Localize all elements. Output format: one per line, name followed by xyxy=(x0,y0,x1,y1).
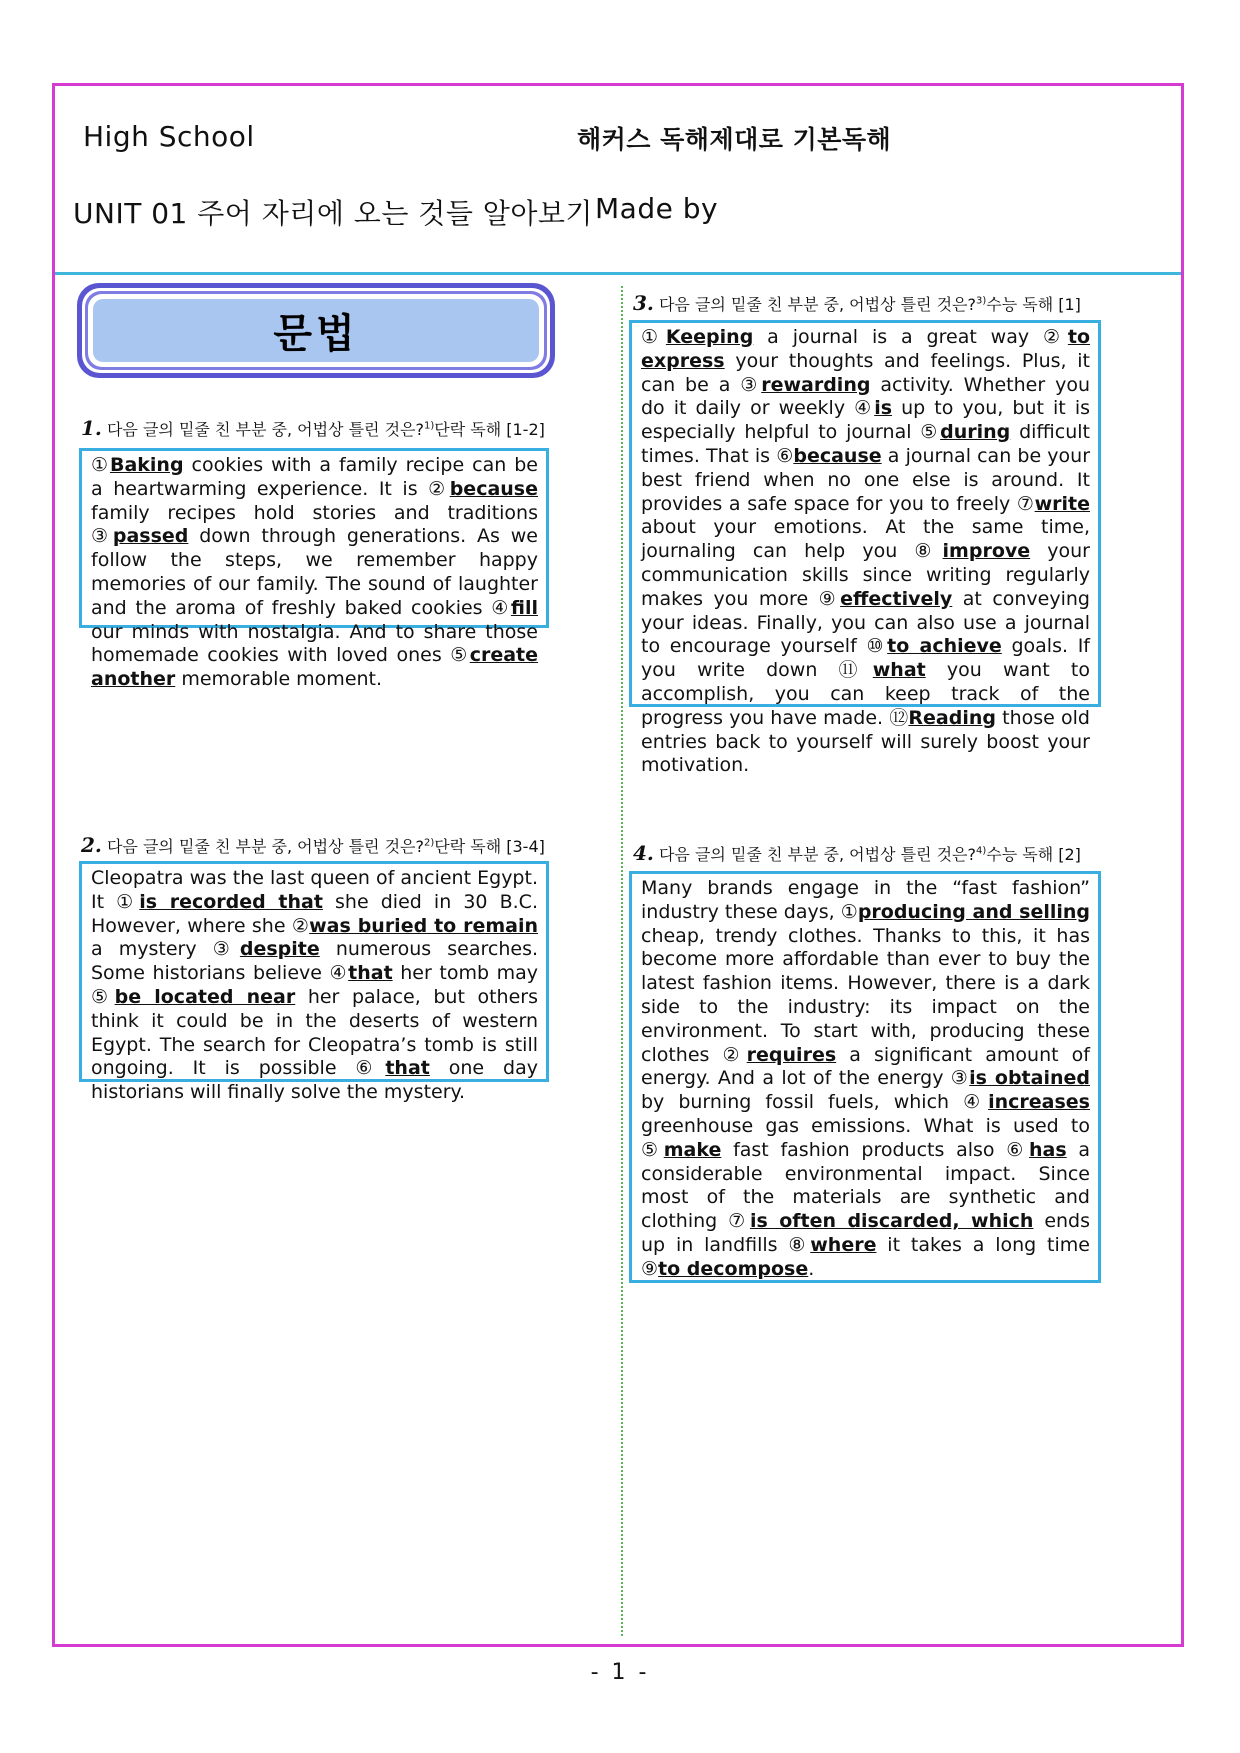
passage-text-1 xyxy=(91,454,538,692)
underlined-choice: is xyxy=(874,397,893,420)
underlined-choice: what xyxy=(872,659,926,682)
unit-title: UNIT 01 주어 자리에 오는 것들 알아보기 xyxy=(73,197,593,230)
passage-segment: up to you, but it is especially helpful to journal ⑤ xyxy=(641,397,1090,444)
school-label: High School xyxy=(83,120,255,153)
passage-segment: a journal can be your best friend when no one else is around. It provides a safe space for you to freely ⑦ xyxy=(641,444,1090,515)
underlined-choice: producing and selling xyxy=(857,900,1090,923)
underlined-choice: Reading xyxy=(908,706,996,729)
passage-segment: your communication skills since writing regularly makes you more ⑨ xyxy=(641,540,1090,610)
underlined-choice: that xyxy=(348,962,393,985)
passage-box-1 xyxy=(79,448,549,691)
passage-segment: ends up in landfills ⑧ xyxy=(641,1210,1091,1256)
passage-segment: it takes a long time ⑨ xyxy=(641,1233,1090,1280)
underlined-choice: because xyxy=(449,477,538,500)
underlined-choice: fill xyxy=(510,596,538,619)
question-title-3 xyxy=(633,291,1081,315)
question-source: 수능 독해 [1] xyxy=(986,295,1081,314)
underlined-choice: to achieve xyxy=(887,635,1002,658)
passage-segment: her tomb may ⑤ xyxy=(91,962,539,1008)
passage-segment: at conveying your ideas. Finally, you can also use a journal to encourage yourself ⑩ xyxy=(641,587,1090,658)
passage-segment: greenhouse gas emissions. What is used to ⑤ xyxy=(641,1114,1090,1161)
question-title-1 xyxy=(81,416,545,440)
question-title-4 xyxy=(633,841,1081,865)
underlined-choice: create another xyxy=(91,644,538,691)
page-frame xyxy=(52,83,1184,1647)
made-by-label: Made by xyxy=(595,192,719,225)
passage-segment: you want to accomplish, you can keep track of the progress you have made. ⑫ xyxy=(641,659,1090,729)
underlined-choice: during xyxy=(940,421,1011,444)
passage-segment: a considerable environmental impact. Since most of the materials are synthetic and clothing ⑦ xyxy=(641,1138,1090,1233)
column-divider xyxy=(621,286,623,1636)
footnote-mark: 2) xyxy=(424,837,435,849)
passage-box-3 xyxy=(629,320,1101,777)
passage-segment: about your emotions. At the same time, journaling can help you ⑧ xyxy=(641,516,1090,563)
page-number: - 1 - xyxy=(590,1660,650,1685)
underlined-choice: is recorded that xyxy=(139,890,323,913)
underlined-choice: has xyxy=(1028,1138,1067,1161)
underlined-choice: increases xyxy=(988,1091,1090,1114)
underlined-choice: where xyxy=(810,1233,877,1256)
underlined-choice: be located near xyxy=(114,985,296,1008)
passage-segment: our minds with nostalgia. And to share those homemade cookies with loved ones ⑤ xyxy=(91,620,538,667)
underlined-choice: was buried to remain xyxy=(309,914,538,937)
underlined-choice: is often discarded, which xyxy=(749,1210,1034,1233)
book-title: 해커스 독해제대로 기본독해 xyxy=(577,125,892,154)
question-source: 단락 독해 [1-2] xyxy=(434,420,545,439)
passage-box-4 xyxy=(629,871,1101,1283)
underlined-choice: requires xyxy=(746,1043,837,1066)
banner-label: 문법 xyxy=(93,299,539,362)
underlined-choice: improve xyxy=(942,540,1031,563)
underlined-choice: write xyxy=(1034,492,1090,515)
question-number: 2. xyxy=(81,833,102,857)
passage-segment: ① xyxy=(641,326,666,348)
passage-segment: one day historians will finally solve the mystery. xyxy=(91,1057,538,1104)
question-number: 4. xyxy=(633,841,654,865)
underlined-choice: because xyxy=(793,444,882,467)
passage-segment: activity. Whether you do it daily or weekly ④ xyxy=(641,373,1090,420)
passage-segment: a significant amount of energy. And a lot of the energy ③ xyxy=(641,1043,1090,1090)
footnote-mark: 3) xyxy=(976,295,987,307)
passage-segment: your thoughts and feelings. Plus, it can be a ③ xyxy=(641,349,1090,396)
underlined-choice: to decompose xyxy=(658,1257,809,1280)
question-prompt: 다음 글의 밑줄 친 부분 중, 어법상 틀린 것은? xyxy=(653,845,976,864)
section-banner xyxy=(77,283,555,378)
question-number: 3. xyxy=(633,291,654,315)
footnote-mark: 4) xyxy=(976,845,987,857)
question-prompt: 다음 글의 밑줄 친 부분 중, 어법상 틀린 것은? xyxy=(101,420,424,439)
question-title-2 xyxy=(81,833,545,857)
passage-segment: cheap, trendy clothes. Thanks to this, it has become more affordable than ever to buy the latest fashion items. However, there is a dark side to the industry: its impact on the environment. To start with, producing these clothes ② xyxy=(641,924,1090,1066)
passage-segment: goals. If you write down ⑪ xyxy=(641,635,1090,682)
passage-segment: cookies with a family recipe can be a heartwarming experience. It is ② xyxy=(91,454,538,500)
passage-text-2 xyxy=(91,867,538,1105)
page-header xyxy=(55,86,1181,275)
passage-segment: memorable moment. xyxy=(175,668,383,691)
passage-segment: by burning fossil fuels, which ④ xyxy=(641,1091,989,1114)
underlined-choice: make xyxy=(663,1138,722,1161)
passage-segment: numerous searches. Some historians believe ④ xyxy=(91,938,539,985)
passage-segment: a journal is a great way ② xyxy=(753,326,1068,348)
passage-text-4 xyxy=(641,877,1090,1282)
passage-box-2 xyxy=(79,861,549,1104)
passage-segment: those old entries back to yourself will surely boost your motivation. xyxy=(641,706,1090,777)
underlined-choice: Keeping xyxy=(665,326,754,348)
passage-segment: Many brands engage in the “fast fashion” industry these days, ① xyxy=(641,877,1090,923)
underlined-choice: effectively xyxy=(840,587,953,610)
passage-text-3 xyxy=(641,326,1090,778)
passage-segment: down through generations. As we follow the steps, we remember happy memories of our family. The sound of laughter and the aroma of freshly baked cookies ④ xyxy=(91,525,538,619)
question-prompt: 다음 글의 밑줄 친 부분 중, 어법상 틀린 것은? xyxy=(101,837,424,856)
passage-segment: Cleopatra was the last queen of ancient Egypt. It ① xyxy=(91,867,538,913)
passage-segment: fast fashion products also ⑥ xyxy=(721,1138,1029,1161)
underlined-choice: Baking xyxy=(109,454,184,476)
passage-segment: she died in 30 B.C. However, where she ② xyxy=(91,890,538,937)
passage-segment: . xyxy=(808,1257,815,1280)
question-source: 수능 독해 [2] xyxy=(986,845,1081,864)
passage-segment: difficult times. That is ⑥ xyxy=(641,421,1090,467)
passage-segment: a mystery ③ xyxy=(91,938,240,961)
passage-segment: family recipes hold stories and traditions ③ xyxy=(91,501,538,548)
question-number: 1. xyxy=(81,416,102,440)
underlined-choice: rewarding xyxy=(761,373,871,396)
passage-segment: her palace, but others think it could be in the deserts of western Egypt. The search for Cleopatra’s tomb is still ongoing. It is possible ⑥ xyxy=(91,985,538,1080)
underlined-choice: to express xyxy=(641,326,1090,372)
underlined-choice: despite xyxy=(239,938,320,961)
question-source: 단락 독해 [3-4] xyxy=(434,837,545,856)
question-prompt: 다음 글의 밑줄 친 부분 중, 어법상 틀린 것은? xyxy=(653,295,976,314)
underlined-choice: that xyxy=(385,1057,430,1080)
underlined-choice: is obtained xyxy=(969,1067,1090,1090)
passage-segment: ① xyxy=(91,454,110,476)
underlined-choice: passed xyxy=(112,525,189,548)
footnote-mark: 1) xyxy=(424,420,435,432)
